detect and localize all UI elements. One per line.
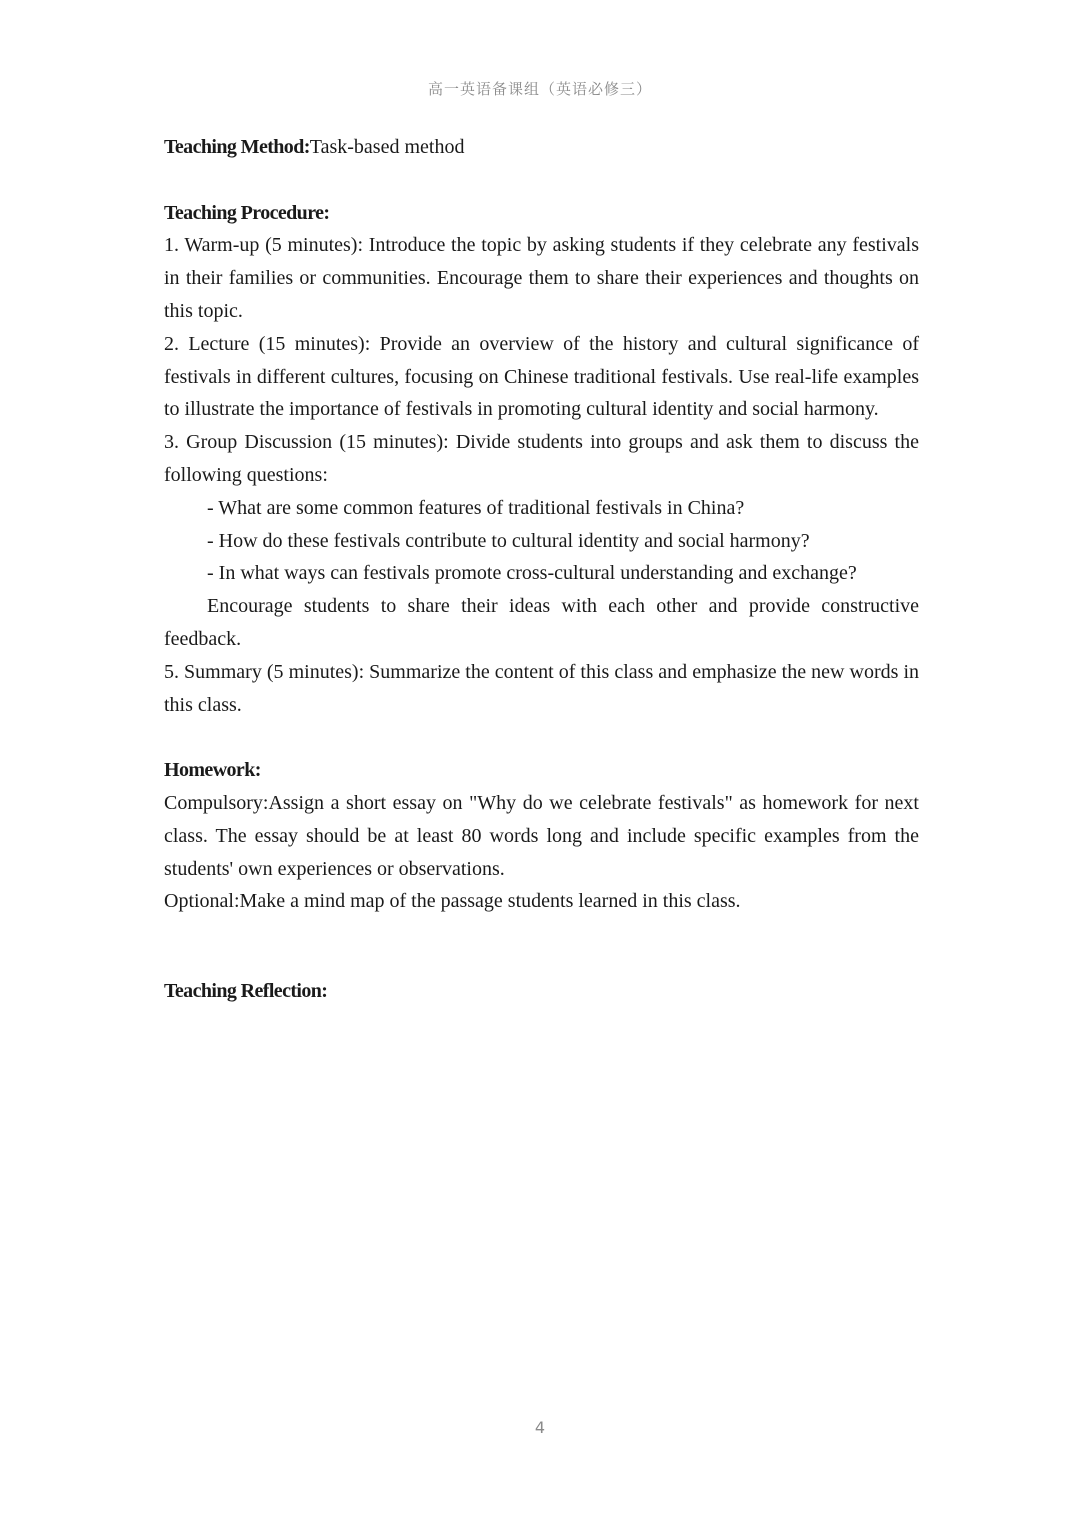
discussion-question: - In what ways can festivals promote cross-cultural understanding and exchange? <box>207 562 857 585</box>
discussion-question: - What are some common features of traditional festivals in China? <box>207 496 745 519</box>
teaching-procedure-heading: Teaching Procedure: <box>164 201 330 224</box>
spacer <box>164 164 919 197</box>
procedure-step-summary: 5. Summary (5 minutes): Summarize the content of this class and emphasize the new words in this class. <box>164 660 919 716</box>
page-header: 高一英语备课组（英语必修三） <box>427 80 652 98</box>
homework-heading: Homework: <box>164 759 261 782</box>
teaching-reflection-heading: Teaching Reflection: <box>164 980 328 1003</box>
page-number: 4 <box>534 1418 546 1437</box>
teaching-method-line <box>164 131 919 164</box>
spacer <box>164 918 919 975</box>
teaching-method-label: Teaching Method: <box>164 136 310 158</box>
teaching-method-value: Task-based method <box>309 136 465 158</box>
document-body <box>164 131 919 1008</box>
homework-compulsory: Compulsory:Assign a short essay on "Why do we celebrate festivals" as homework for next class. The essay should be at least 80 words long and include specific examples from the students' own experiences or observations. <box>164 791 919 880</box>
spacer <box>164 721 919 754</box>
discussion-question: - How do these festivals contribute to cultural identity and social harmony? <box>207 529 810 552</box>
procedure-step-group-discussion: 3. Group Discussion (15 minutes): Divide students into groups and ask them to discuss the following questions: <box>164 431 919 486</box>
procedure-encourage-note: Encourage students to share their ideas with each other and provide constructive feedback. <box>164 595 919 650</box>
procedure-step-lecture: 2. Lecture (15 minutes): Provide an overview of the history and cultural significance of festivals in different cultures, focusing on Chinese traditional festivals. Use real-life examples to illustrate the importance of festivals in promoting cultural identity and social harmony. <box>164 332 919 421</box>
homework-optional: Optional:Make a mind map of the passage students learned in this class. <box>164 890 741 913</box>
procedure-step-warm-up: 1. Warm-up (5 minutes): Introduce the topic by asking students if they celebrate any festivals in their families or communities. Encourage them to share their experiences and thoughts on this topic. <box>164 234 919 322</box>
